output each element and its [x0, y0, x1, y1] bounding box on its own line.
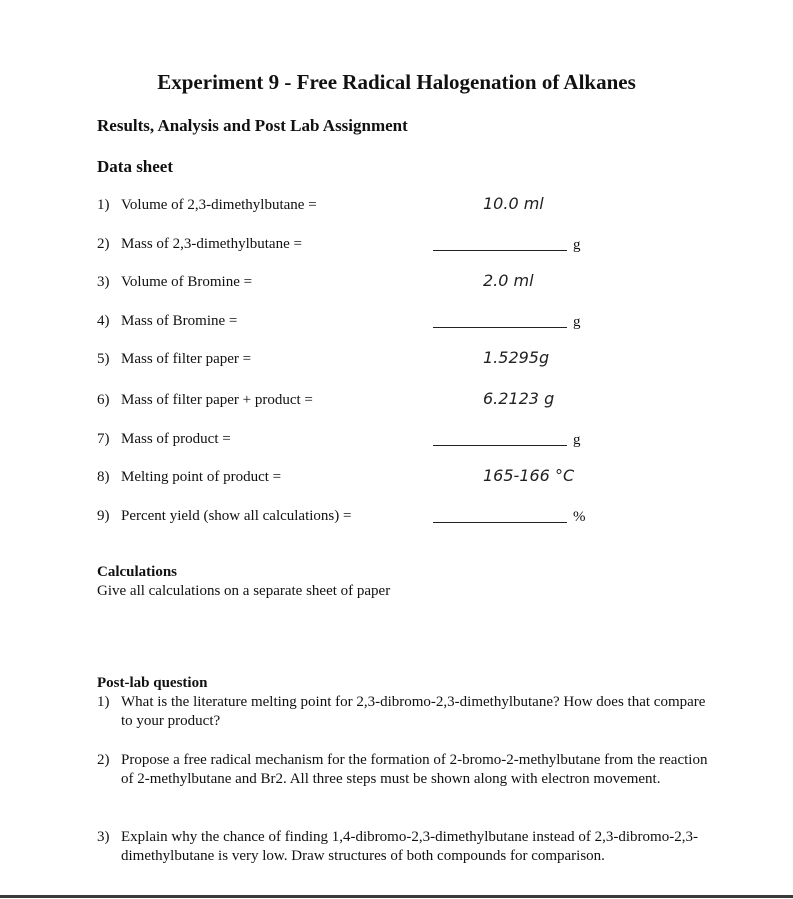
handwritten-value: 6.2123 g: [483, 389, 555, 408]
row-label: Mass of Bromine =: [121, 313, 238, 329]
unit-label: g: [573, 237, 581, 253]
page-bottom-divider: [0, 895, 793, 898]
row-number: 8): [97, 469, 110, 485]
row-number: 6): [97, 392, 110, 408]
row-label: Mass of 2,3-dimethylbutane =: [121, 236, 302, 252]
row-number: 3): [97, 274, 110, 290]
row-label: Volume of Bromine =: [121, 274, 253, 290]
row-label: Mass of filter paper + product =: [121, 392, 313, 408]
row-number: 2): [97, 236, 110, 252]
row-label: Percent yield (show all calculations) =: [121, 508, 352, 524]
handwritten-value: 10.0 ml: [483, 194, 544, 213]
question-number: 2): [97, 752, 110, 768]
handwritten-value: 1.5295g: [483, 348, 550, 367]
answer-blank[interactable]: [433, 445, 567, 446]
row-label: Mass of product =: [121, 431, 231, 447]
data-row-volume-dimethylbutane: [97, 194, 717, 219]
row-number: 1): [97, 197, 110, 213]
row-number: 9): [97, 508, 110, 524]
data-row-melting-point: [97, 466, 717, 491]
calculations-instruction: Give all calculations on a separate sheet of paper: [97, 583, 391, 599]
question-text: Propose a free radical mechanism for the formation of 2-bromo-2-methylbutane from the reaction of 2-methylbutane and Br2. All three steps must be shown along with electron movement.: [121, 752, 708, 787]
row-label: Melting point of product =: [121, 469, 282, 485]
data-row-percent-yield: [97, 508, 717, 530]
row-label: Volume of 2,3-dimethylbutane =: [121, 197, 317, 213]
handwritten-value: 2.0 ml: [483, 271, 534, 290]
data-row-mass-bromine: [97, 313, 717, 335]
row-number: 4): [97, 313, 110, 329]
data-sheet-heading: Data sheet: [97, 157, 174, 176]
question-number: 3): [97, 829, 110, 845]
question-number: 1): [97, 694, 110, 710]
row-label: Mass of filter paper =: [121, 351, 252, 367]
question-text: Explain why the chance of finding 1,4-dibromo-2,3-dimethylbutane instead of 2,3-dibromo-2,3-dimethylbutane is very low. Draw structures of both compounds for comparison.: [121, 829, 698, 864]
question-text: What is the literature melting point for 2,3-dibromo-2,3-dimethylbutane? How does that compare to your product?: [121, 694, 706, 729]
answer-blank[interactable]: [433, 522, 567, 523]
section-heading: Results, Analysis and Post Lab Assignment: [97, 116, 408, 135]
row-number: 5): [97, 351, 110, 367]
row-number: 7): [97, 431, 110, 447]
answer-blank[interactable]: [433, 250, 567, 251]
data-row-mass-filter-paper-product: [97, 389, 717, 414]
unit-label: g: [573, 432, 581, 448]
unit-label: g: [573, 314, 581, 330]
data-row-volume-bromine: [97, 271, 717, 296]
data-row-mass-dimethylbutane: [97, 236, 717, 258]
handwritten-value: 165-166 °C: [483, 466, 575, 485]
page-title: Experiment 9 - Free Radical Halogenation of Alkanes: [157, 70, 636, 94]
post-lab-heading: Post-lab question: [97, 675, 208, 691]
data-row-mass-filter-paper: [97, 348, 717, 373]
answer-blank[interactable]: [433, 327, 567, 328]
data-row-mass-product: [97, 431, 717, 453]
calculations-heading: Calculations: [97, 564, 178, 580]
unit-label: %: [573, 509, 586, 525]
